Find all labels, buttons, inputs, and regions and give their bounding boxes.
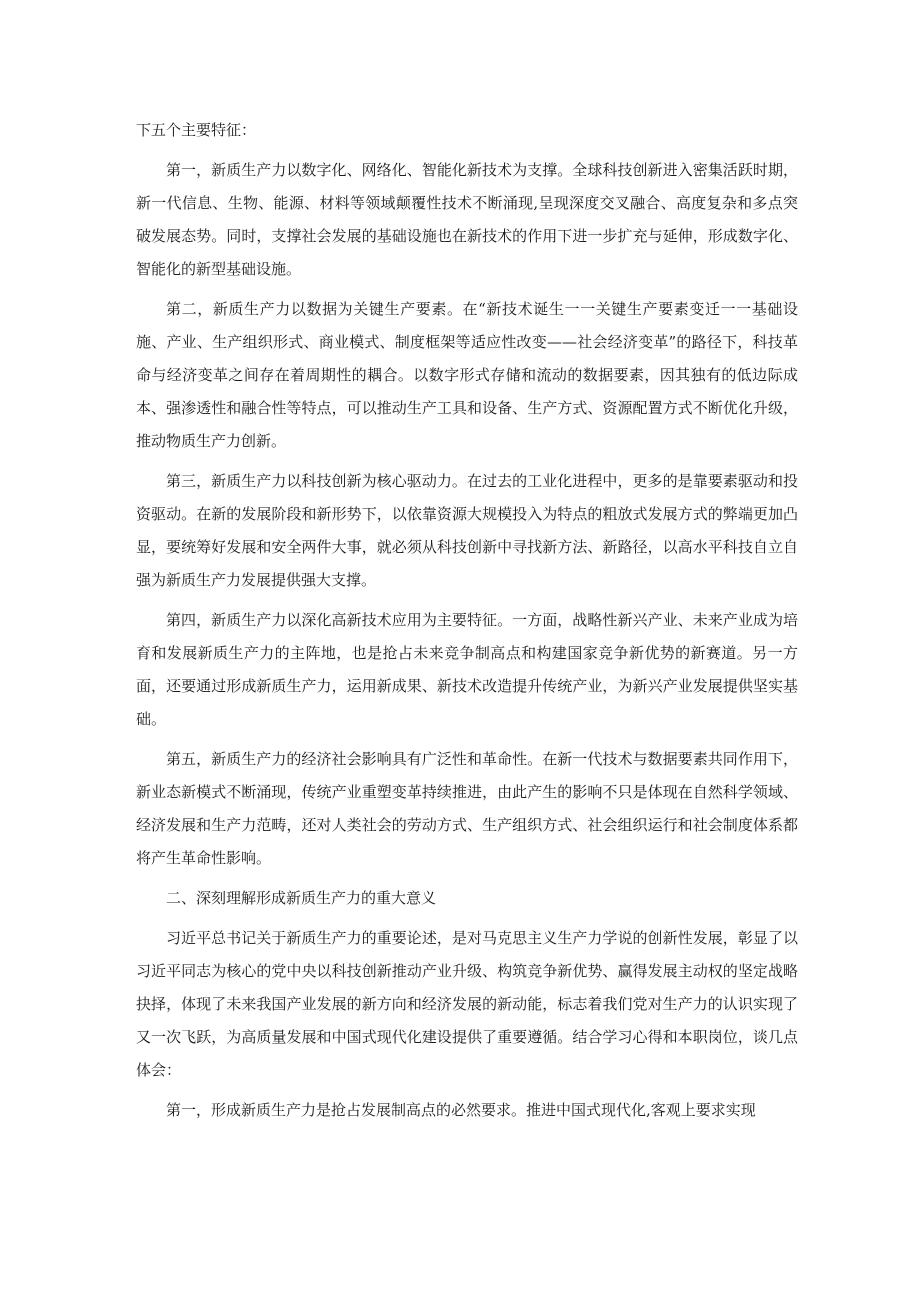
paragraph-feature-1: 第一，新质生产力以数字化、网络化、智能化新技术为支撑。全球科技创新进入密集活跃时期，新一代信息、生物、能源、材料等领域颠覆性技术不断涌现,呈现深度交叉融合、高度复杂和多点突破发展态势。同时，支撑社会发展的基础设施也在新技术的作用下进一步扩充与延伸，形成数字化、智能化的新型基础设施。 <box>136 161 798 278</box>
paragraph-intro: 下五个主要特征： <box>136 121 257 139</box>
document-body <box>136 114 798 1134</box>
paragraph-point-1: 第一，形成新质生产力是抢占发展制高点的必然要求。推进中国式现代化,客观上要求实现 <box>166 1101 756 1119</box>
paragraph-feature-3: 第三，新质生产力以科技创新为核心驱动力。在过去的工业化进程中，更多的是靠要素驱动和投资驱动。在新的发展阶段和新形势下，以依靠资源大规模投入为特点的粗放式发展方式的弊端更加凸显，要统筹好发展和安全两件大事，就必须从科技创新中寻找新方法、新路径，以高水平科技自立自强为新质生产力发展提供强大支撑。 <box>136 472 798 589</box>
section-heading-2: 二、深刻理解形成新质生产力的重大意义 <box>166 889 437 907</box>
paragraph-feature-4: 第四，新质生产力以深化高新技术应用为主要特征。一方面，战略性新兴产业、未来产业成为培育和发展新质生产力的主阵地，也是抢占未来竞争制高点和构建国家竞争新优势的新赛道。另一方面，还要通过形成新质生产力，运用新成果、新技术改造提升传统产业，为新兴产业发展提供坚实基础。 <box>136 611 798 728</box>
paragraph-significance: 习近平总书记关于新质生产力的重要论述，是对马克思主义生产力学说的创新性发展，彰显了以习近平同志为核心的党中央以科技创新推动产业升级、构筑竞争新优势、赢得发展主动权的坚定战略抉择，体现了未来我国产业发展的新方向和经济发展的新动能，标志着我们党对生产力的认识实现了又一次飞跃，为高质量发展和中国式现代化建设提供了重要遵循。结合学习心得和本职岗位，谈几点体会： <box>136 929 798 1079</box>
paragraph-feature-5: 第五，新质生产力的经济社会影响具有广泛性和革命性。在新一代技术与数据要素共同作用下，新业态新模式不断涌现，传统产业重塑变革持续推进，由此产生的影响不只是体现在自然科学领域、经济发展和生产力范畴，还对人类社会的劳动方式、生产组织方式、社会组织运行和社会制度体系都将产生革命性影响。 <box>136 750 798 867</box>
paragraph-feature-2: 第二，新质生产力以数据为关键生产要素。在“新技术诞生一一关键生产要素变迁一一基础设施、产业、生产组织形式、商业模式、制度框架等适应性改变——社会经济变革”的路径下，科技革命与经济变革之间存在着周期性的耦合。以数字形式存储和流动的数据要素，因其独有的低边际成本、强渗透性和融合性等特点，可以推动生产工具和设备、生产方式、资源配置方式不断优化升级，推动物质生产力创新。 <box>136 300 798 450</box>
